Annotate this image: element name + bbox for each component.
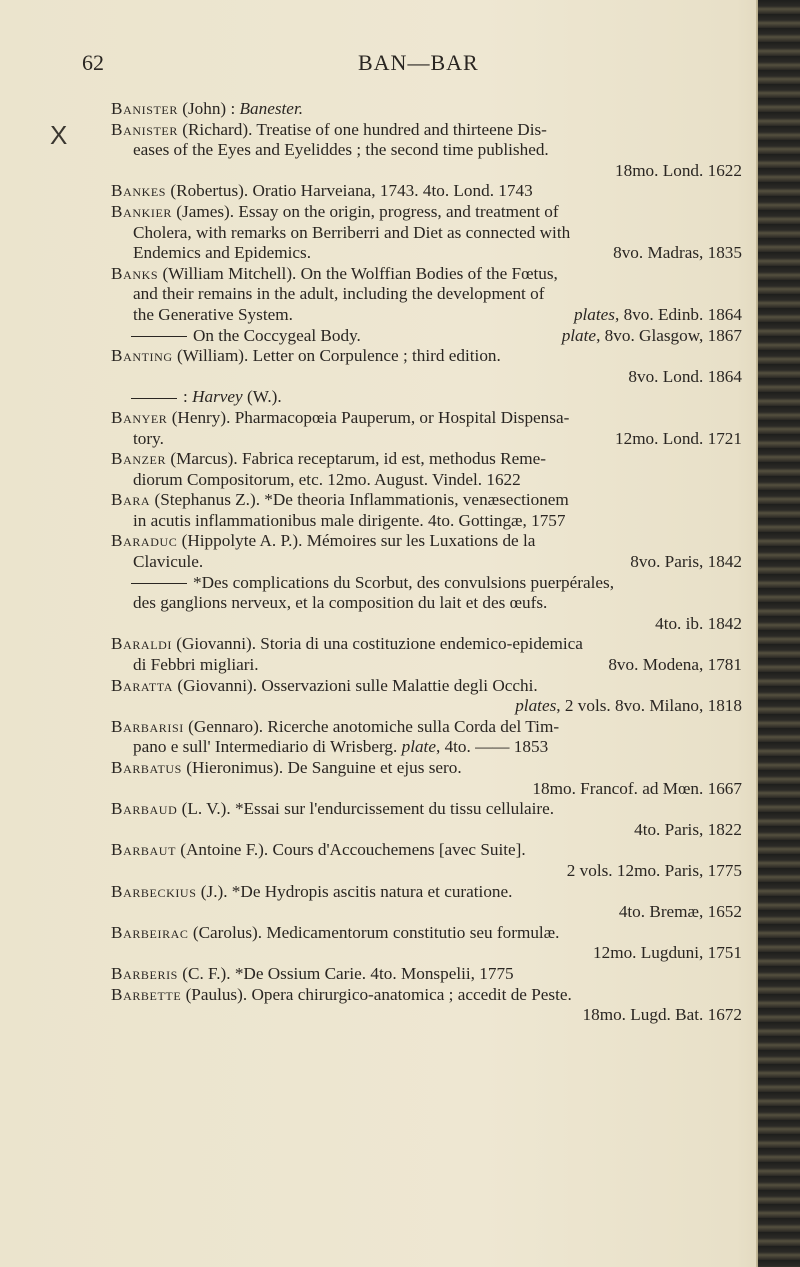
entry-line — [0, 99, 770, 120]
italic-text: Banester. — [239, 99, 304, 118]
ditto-dash — [131, 583, 187, 584]
author-surname: Barbatus — [111, 758, 182, 777]
entry-line — [0, 387, 770, 408]
entry-line — [0, 799, 770, 820]
entry-line — [0, 573, 770, 594]
entry-line — [0, 181, 770, 202]
entry-text: (Robertus). Oratio Harveiana, 1743. 4to. Lond. 1743 — [166, 181, 533, 201]
imprint: 4to. Paris, 1822 — [634, 819, 742, 839]
running-head: BAN—BAR — [358, 50, 479, 75]
bibliography-entry — [0, 346, 770, 387]
bibliography-entry — [0, 202, 770, 264]
ditto-dash — [131, 398, 177, 399]
entry-text: (Henry). Pharmacopœia Pauperum, or Hospital Dispensa- — [167, 407, 570, 427]
imprint: 18mo. Lugd. Bat. 1672 — [582, 1005, 742, 1025]
entry-text: pano e sull' Intermediario di Wrisberg. — [133, 737, 402, 757]
entry-line — [0, 717, 770, 738]
entry-text: tory. — [133, 428, 164, 448]
author-surname: Barbeirac — [111, 922, 189, 942]
bibliography-entry — [0, 923, 770, 964]
bibliography-entry — [0, 799, 770, 840]
bibliography-entry — [0, 758, 770, 799]
entry-text: (Giovanni). Storia di una costituzione endemico-epidemica — [172, 634, 583, 654]
bibliography-entry — [0, 840, 770, 881]
entry-text: diorum Compositorum, etc. 12mo. August. Vindel. 1622 — [133, 469, 521, 489]
imprint: 8vo. Paris, 1842 — [630, 552, 742, 572]
entry-line — [0, 202, 770, 223]
italic-text: Harvey — [192, 387, 243, 407]
entry-line — [0, 943, 770, 964]
entry-line — [0, 902, 770, 923]
entry-line — [0, 820, 770, 841]
entry-line — [0, 531, 770, 552]
author-surname: Barbaud — [111, 799, 178, 819]
entry-line — [0, 779, 770, 800]
italic-text: plates — [515, 696, 557, 716]
bibliography-entry — [0, 676, 770, 717]
bibliography-entry — [0, 99, 770, 120]
entry-text: (Hippolyte A. P.). Mémoires sur les Luxations de la — [177, 531, 536, 551]
bibliography-entry — [0, 964, 770, 985]
author-surname: Banister — [111, 119, 178, 139]
author-surname: Barberis — [111, 963, 178, 983]
entry-text: (C. F.). *De Ossium Carie. 4to. Monspelii, 1775 — [177, 963, 514, 983]
bibliography-entry — [0, 882, 770, 923]
entry-text: (Paulus). Opera chirurgico-anatomica ; accedit de Peste. — [181, 984, 572, 1004]
entry-line — [0, 614, 770, 635]
author-surname: Barbeckius — [111, 881, 197, 901]
imprint: 4to. Bremæ, 1652 — [618, 902, 742, 922]
entry-line — [0, 655, 770, 676]
bibliography-entry — [0, 408, 770, 449]
imprint: 18mo. Francof. ad Mœn. 1667 — [532, 778, 742, 798]
imprint — [574, 305, 742, 326]
entry-line — [0, 593, 770, 614]
entry-line — [0, 511, 770, 532]
entry-text: (L. V.). *Essai sur l'endurcissement du tissu cellulaire. — [177, 799, 555, 819]
entry-line — [0, 923, 770, 944]
author-surname: Barbette — [111, 984, 182, 1004]
author-surname: Bara — [111, 490, 151, 510]
entry-line — [0, 840, 770, 861]
ditto-dash — [131, 336, 187, 337]
entry-line — [0, 429, 770, 450]
entry-text: (Hieronimus). De Sanguine et ejus sero. — [181, 758, 462, 777]
imprint: 18mo. Lond. 1622 — [615, 160, 742, 180]
entry-text: , 8vo. Glasgow, 1867 — [596, 325, 742, 345]
entry-line — [0, 264, 770, 285]
entry-text: , 2 vols. 8vo. Milano, 1818 — [556, 696, 742, 716]
entry-text: (Stephanus Z.). *De theoria Inflammationis, venæsectionem — [150, 490, 569, 510]
entry-line — [0, 408, 770, 429]
entry-line — [0, 470, 770, 491]
entry-text: Endemics and Epidemics. — [133, 243, 312, 263]
italic-text: plates — [573, 304, 615, 324]
entry-line — [0, 737, 770, 758]
entry-text: di Febbri migliari. — [133, 655, 259, 675]
entry-text: *Des complications du Scorbut, des convulsions puerpérales, — [193, 572, 615, 592]
entry-line — [0, 305, 770, 326]
imprint — [562, 326, 742, 347]
entry-line — [0, 490, 770, 511]
entry-line — [0, 964, 770, 985]
entry-text: (Gennaro). Ricerche anotomiche sulla Corda del Tim- — [183, 716, 560, 736]
entry-text: Cholera, with remarks on Berriberri and Diet as connected with — [133, 222, 571, 242]
italic-text: plate — [561, 325, 597, 345]
page-number: 62 — [82, 50, 104, 75]
entry-text: (Richard). Treatise of one hundred and thirteene Dis- — [177, 119, 547, 139]
imprint — [515, 696, 742, 717]
author-surname: Baraldi — [111, 634, 172, 654]
bibliography-entry — [0, 264, 770, 326]
imprint: 12mo. Lond. 1721 — [615, 428, 742, 448]
entry-line — [0, 284, 770, 305]
entry-text: (Antoine F.). Cours d'Accouchemens [avec Suite]. — [176, 840, 526, 860]
entry-text: (W.). — [242, 387, 282, 407]
author-surname: Barbarisi — [111, 716, 184, 736]
page-header — [0, 50, 760, 76]
entry-line — [0, 326, 770, 347]
entry-text: the Generative System. — [133, 304, 293, 324]
author-surname: Banyer — [111, 407, 168, 427]
bibliography-entry — [0, 717, 770, 758]
author-surname: Banks — [111, 263, 159, 283]
entry-line — [0, 758, 770, 779]
entry-line — [0, 223, 770, 244]
bibliography-entry — [0, 449, 770, 490]
imprint: 4to. ib. 1842 — [655, 613, 742, 633]
entry-line — [0, 449, 770, 470]
author-surname: Banister — [111, 99, 178, 118]
entry-line — [0, 676, 770, 697]
handwritten-margin-mark: X — [50, 120, 68, 150]
entry-line — [0, 161, 770, 182]
author-surname: Banting — [111, 346, 173, 366]
bibliography-entry — [0, 490, 770, 531]
imprint: 12mo. Lugduni, 1751 — [593, 943, 742, 963]
italic-text: plate — [401, 737, 436, 757]
entry-text: (Carolus). Medicamentorum constitutio seu formulæ. — [188, 922, 560, 942]
bibliography-entry — [0, 181, 770, 202]
entry-line — [0, 346, 770, 367]
entry-text: , 4to. —— 1853 — [435, 737, 549, 757]
entry-line — [0, 120, 770, 141]
entry-text: (James). Essay on the origin, progress, and treatment of — [172, 201, 559, 221]
entry-text: (Giovanni). Osservazioni sulle Malattie degli Occhi. — [173, 675, 538, 695]
entry-text: in acutis inflammationibus male dirigente. 4to. Gottingæ, 1757 — [133, 510, 566, 530]
entry-line — [0, 552, 770, 573]
bibliography-entry — [0, 573, 770, 635]
bibliography-entry — [0, 634, 770, 675]
entry-text: des ganglions nerveux, et la composition du lait et des œufs. — [133, 593, 548, 613]
imprint: 8vo. Madras, 1835 — [613, 243, 742, 263]
entry-text: On the Coccygeal Body. — [193, 325, 361, 345]
bibliography-entry — [0, 326, 770, 347]
bibliography-entry — [0, 985, 770, 1026]
entry-line — [0, 243, 770, 264]
entry-text: (William Mitchell). On the Wolffian Bodies of the Fœtus, — [158, 263, 558, 283]
bibliography-entry — [0, 120, 770, 182]
bibliography-entries — [0, 99, 770, 1026]
author-surname: Baraduc — [111, 531, 178, 551]
author-surname: Bankes — [111, 181, 167, 201]
entry-text: (John) : — [177, 99, 240, 118]
author-surname: Baratta — [111, 675, 174, 695]
author-surname: Bankier — [111, 201, 172, 221]
entry-line — [0, 1005, 770, 1026]
entry-line — [0, 696, 770, 717]
imprint: 2 vols. 12mo. Paris, 1775 — [566, 860, 742, 880]
bibliography-entry — [0, 387, 770, 408]
entry-text: , 8vo. Edinb. 1864 — [615, 304, 742, 324]
entry-line — [0, 634, 770, 655]
author-surname: Banzer — [111, 449, 167, 469]
entry-text: Clavicule. — [133, 552, 204, 572]
entry-text: eases of the Eyes and Eyeliddes ; the second time published. — [133, 140, 549, 160]
entry-line — [0, 367, 770, 388]
entry-text: (J.). *De Hydropis ascitis natura et curatione. — [196, 881, 513, 901]
imprint: 8vo. Modena, 1781 — [608, 655, 742, 675]
bibliography-entry — [0, 531, 770, 572]
entry-line — [0, 140, 770, 161]
imprint: 8vo. Lond. 1864 — [628, 366, 742, 386]
entry-text: : — [183, 387, 193, 407]
entry-text: (William). Letter on Corpulence ; third edition. — [172, 346, 501, 366]
entry-line — [0, 985, 770, 1006]
author-surname: Barbaut — [111, 840, 176, 860]
entry-line — [0, 882, 770, 903]
entry-text: (Marcus). Fabrica receptarum, id est, methodus Reme- — [166, 449, 546, 469]
entry-text: and their remains in the adult, including the development of — [133, 284, 545, 304]
entry-line — [0, 861, 770, 882]
